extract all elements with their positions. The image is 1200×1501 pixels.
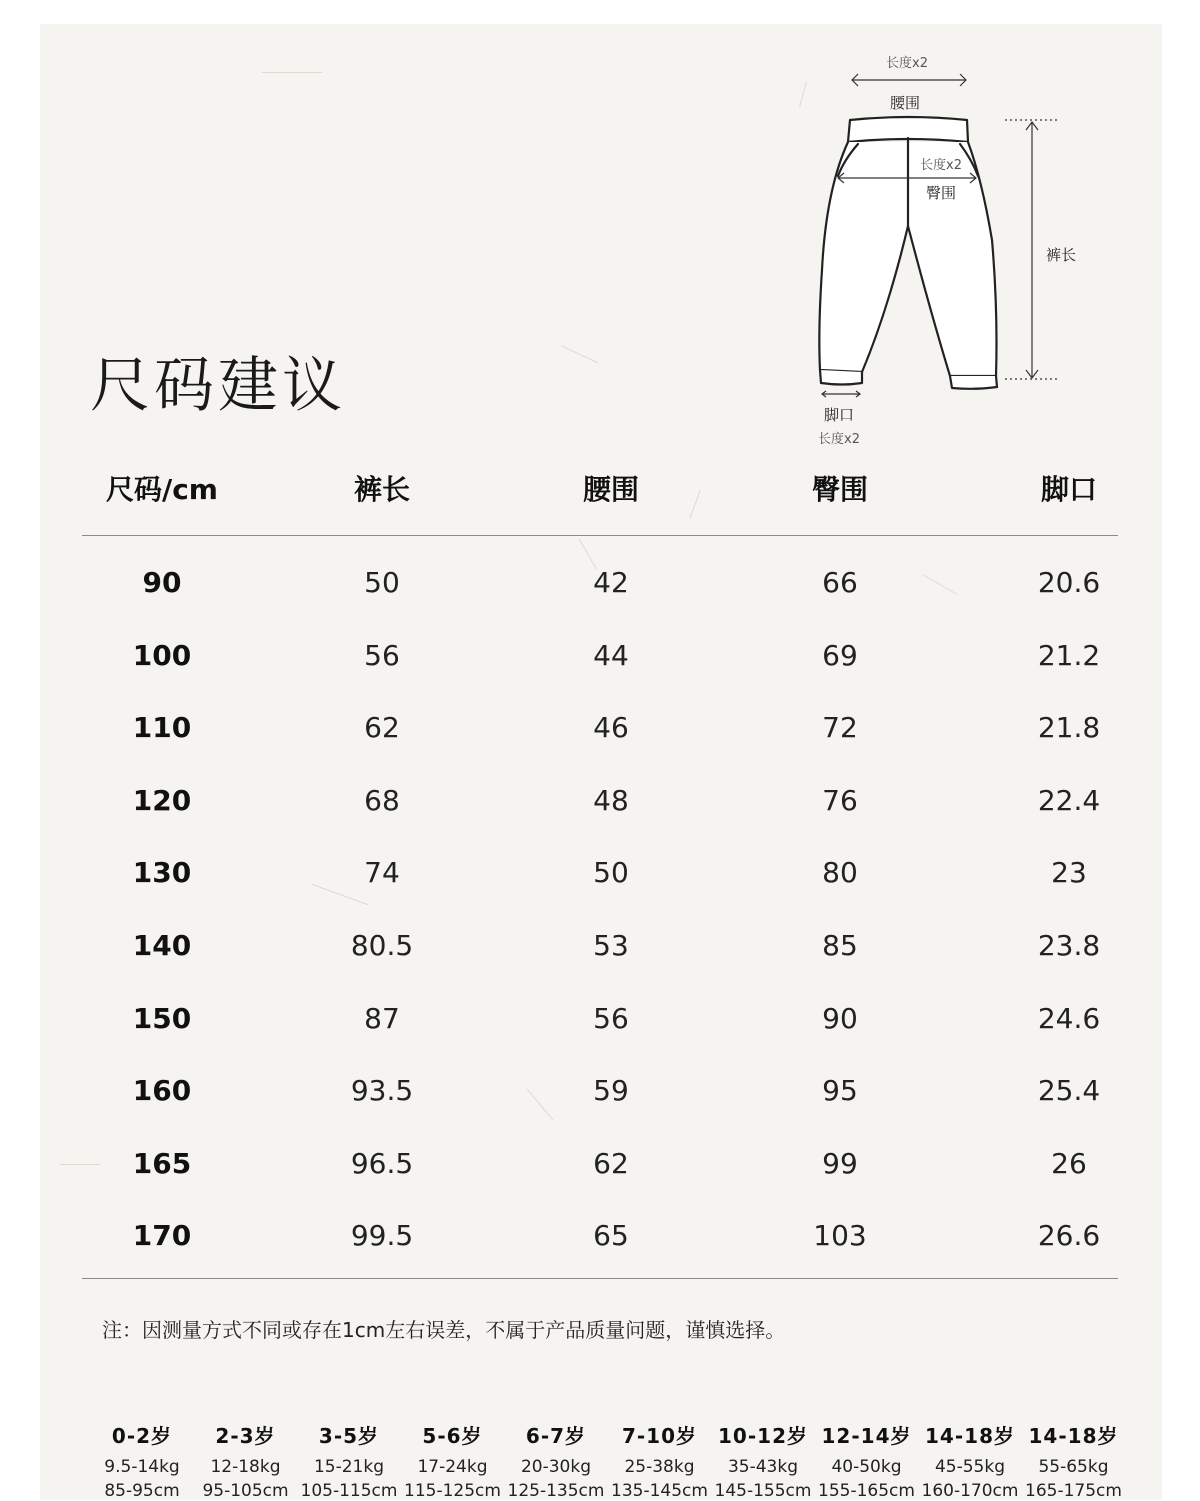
cell-cuff: 26: [1051, 1146, 1087, 1180]
cell-cuff: 23.8: [1037, 929, 1101, 962]
age-weight: 45-55kg: [934, 1457, 1006, 1477]
table-row: [82, 566, 1118, 626]
cell-waist: 59: [593, 1074, 629, 1108]
cell-size: 110: [132, 711, 192, 745]
age-age: 0-2岁: [111, 1424, 173, 1448]
cell-cuff: 23: [1051, 856, 1087, 890]
cell-size: 160: [132, 1074, 192, 1108]
age-column: [608, 1420, 712, 1501]
age-height: 105-115cm: [300, 1481, 398, 1501]
cell-hip: 72: [822, 711, 858, 745]
cell-waist: 50: [593, 856, 629, 890]
cell-hip: 76: [822, 783, 858, 817]
table-row: [82, 856, 1118, 916]
age-column: [815, 1420, 919, 1501]
table-row: [82, 929, 1118, 989]
age-weight: 35-43kg: [727, 1457, 799, 1477]
waist-label: 腰围: [890, 94, 921, 112]
cell-length: 50: [364, 566, 400, 599]
age-weight: 55-65kg: [1038, 1457, 1109, 1477]
cell-size: 100: [132, 638, 192, 672]
cell-waist: 42: [593, 566, 629, 599]
size-table-header: [82, 468, 1118, 516]
age-age: 14-18岁: [1028, 1424, 1119, 1448]
cell-size: 170: [132, 1219, 192, 1253]
cell-length: 56: [364, 638, 400, 672]
table-row: [82, 1002, 1118, 1062]
age-height: 95-105cm: [202, 1481, 289, 1501]
age-column: [918, 1420, 1022, 1501]
cell-cuff: 20.6: [1037, 566, 1101, 599]
table-row: [82, 784, 1118, 844]
cell-size: 150: [132, 1001, 192, 1035]
age-size-guide: [84, 1420, 1144, 1500]
age-column: [1022, 1420, 1126, 1501]
cuff-label: 脚口: [824, 406, 855, 424]
age-column: [297, 1420, 401, 1501]
header-size: 尺码/cm: [105, 473, 218, 506]
header-cuff: 脚口: [1040, 473, 1097, 506]
age-age: 10-12岁: [718, 1424, 808, 1448]
cell-length: 62: [364, 711, 400, 745]
table-bottom-rule: [82, 1278, 1118, 1279]
age-weight: 20-30kg: [520, 1457, 592, 1477]
cell-hip: 80: [822, 856, 858, 890]
cell-hip: 103: [813, 1219, 867, 1253]
cell-length: 80.5: [350, 929, 414, 962]
age-height: 85-95cm: [104, 1481, 180, 1501]
age-height: 165-175cm: [1025, 1481, 1122, 1501]
cell-cuff: 24.6: [1037, 1001, 1101, 1035]
age-height: 155-165cm: [818, 1481, 915, 1501]
cell-waist: 62: [593, 1146, 629, 1180]
table-row: [82, 1074, 1118, 1134]
cell-waist: 53: [593, 929, 629, 962]
age-weight: 15-21kg: [313, 1457, 385, 1477]
cuff-length-note: 长度x2: [818, 432, 860, 447]
length-label: 裤长: [1046, 246, 1077, 264]
age-age: 12-14岁: [821, 1424, 912, 1448]
header-hip: 臀围: [811, 473, 868, 506]
age-weight: 9.5-14kg: [104, 1457, 180, 1477]
table-row: [82, 639, 1118, 699]
table-row: [82, 711, 1118, 771]
cell-length: 99.5: [350, 1219, 414, 1253]
age-age: 5-6岁: [422, 1424, 483, 1448]
cell-hip: 95: [822, 1074, 858, 1108]
age-weight: 25-38kg: [624, 1457, 695, 1477]
age-column: [194, 1420, 298, 1501]
cell-hip: 66: [822, 566, 858, 599]
cell-cuff: 21.2: [1037, 638, 1101, 672]
cell-waist: 44: [593, 638, 629, 672]
age-height: 145-155cm: [714, 1481, 812, 1501]
header-length: 裤长: [353, 473, 410, 506]
cell-length: 68: [364, 783, 400, 817]
hip-length-note: 长度x2: [920, 158, 962, 173]
age-column: [711, 1420, 815, 1501]
cell-length: 74: [364, 856, 400, 890]
page-title: 尺码建议: [90, 351, 346, 421]
hip-label: 臀围: [926, 184, 957, 202]
cell-waist: 48: [593, 783, 629, 817]
age-age: 6-7岁: [525, 1424, 587, 1448]
measurement-note: 注：因测量方式不同或存在1cm左右误差，不属于产品质量问题，谨慎选择。: [102, 1318, 786, 1342]
cell-cuff: 25.4: [1037, 1074, 1101, 1108]
table-row: [82, 1219, 1118, 1279]
cell-cuff: 22.4: [1037, 783, 1101, 817]
age-height: 160-170cm: [921, 1481, 1019, 1501]
cell-size: 130: [132, 856, 192, 890]
waist-length-note: 长度x2: [886, 56, 928, 71]
cell-hip: 69: [822, 638, 858, 672]
age-weight: 17-24kg: [417, 1457, 488, 1477]
header-waist: 腰围: [582, 473, 639, 506]
age-height: 135-145cm: [611, 1481, 708, 1501]
age-column: [504, 1420, 608, 1501]
pants-measurement-diagram: [800, 40, 1100, 460]
age-height: 125-135cm: [507, 1481, 605, 1501]
table-top-rule: [82, 535, 1118, 536]
cell-length: 87: [364, 1001, 400, 1035]
age-column: [90, 1420, 194, 1501]
age-age: 3-5岁: [318, 1424, 380, 1448]
age-age: 14-18岁: [925, 1424, 1015, 1448]
age-column: [401, 1420, 505, 1501]
cell-size: 165: [132, 1146, 192, 1180]
cell-cuff: 26.6: [1037, 1219, 1101, 1253]
age-weight: 12-18kg: [210, 1457, 281, 1477]
cell-length: 93.5: [350, 1074, 414, 1108]
age-height: 115-125cm: [404, 1481, 501, 1501]
age-age: 2-3岁: [215, 1424, 276, 1448]
cell-cuff: 21.8: [1037, 711, 1101, 745]
cell-size: 90: [142, 566, 182, 599]
age-weight: 40-50kg: [831, 1457, 902, 1477]
cell-length: 96.5: [350, 1146, 414, 1180]
cell-size: 140: [132, 929, 192, 962]
cell-waist: 56: [593, 1001, 629, 1035]
cell-waist: 65: [593, 1219, 629, 1253]
cell-hip: 99: [822, 1146, 858, 1180]
age-age: 7-10岁: [621, 1424, 698, 1448]
cell-size: 120: [132, 783, 192, 817]
cell-hip: 85: [822, 929, 858, 962]
table-row: [82, 1147, 1118, 1207]
cell-hip: 90: [822, 1001, 858, 1035]
cell-waist: 46: [593, 711, 629, 745]
